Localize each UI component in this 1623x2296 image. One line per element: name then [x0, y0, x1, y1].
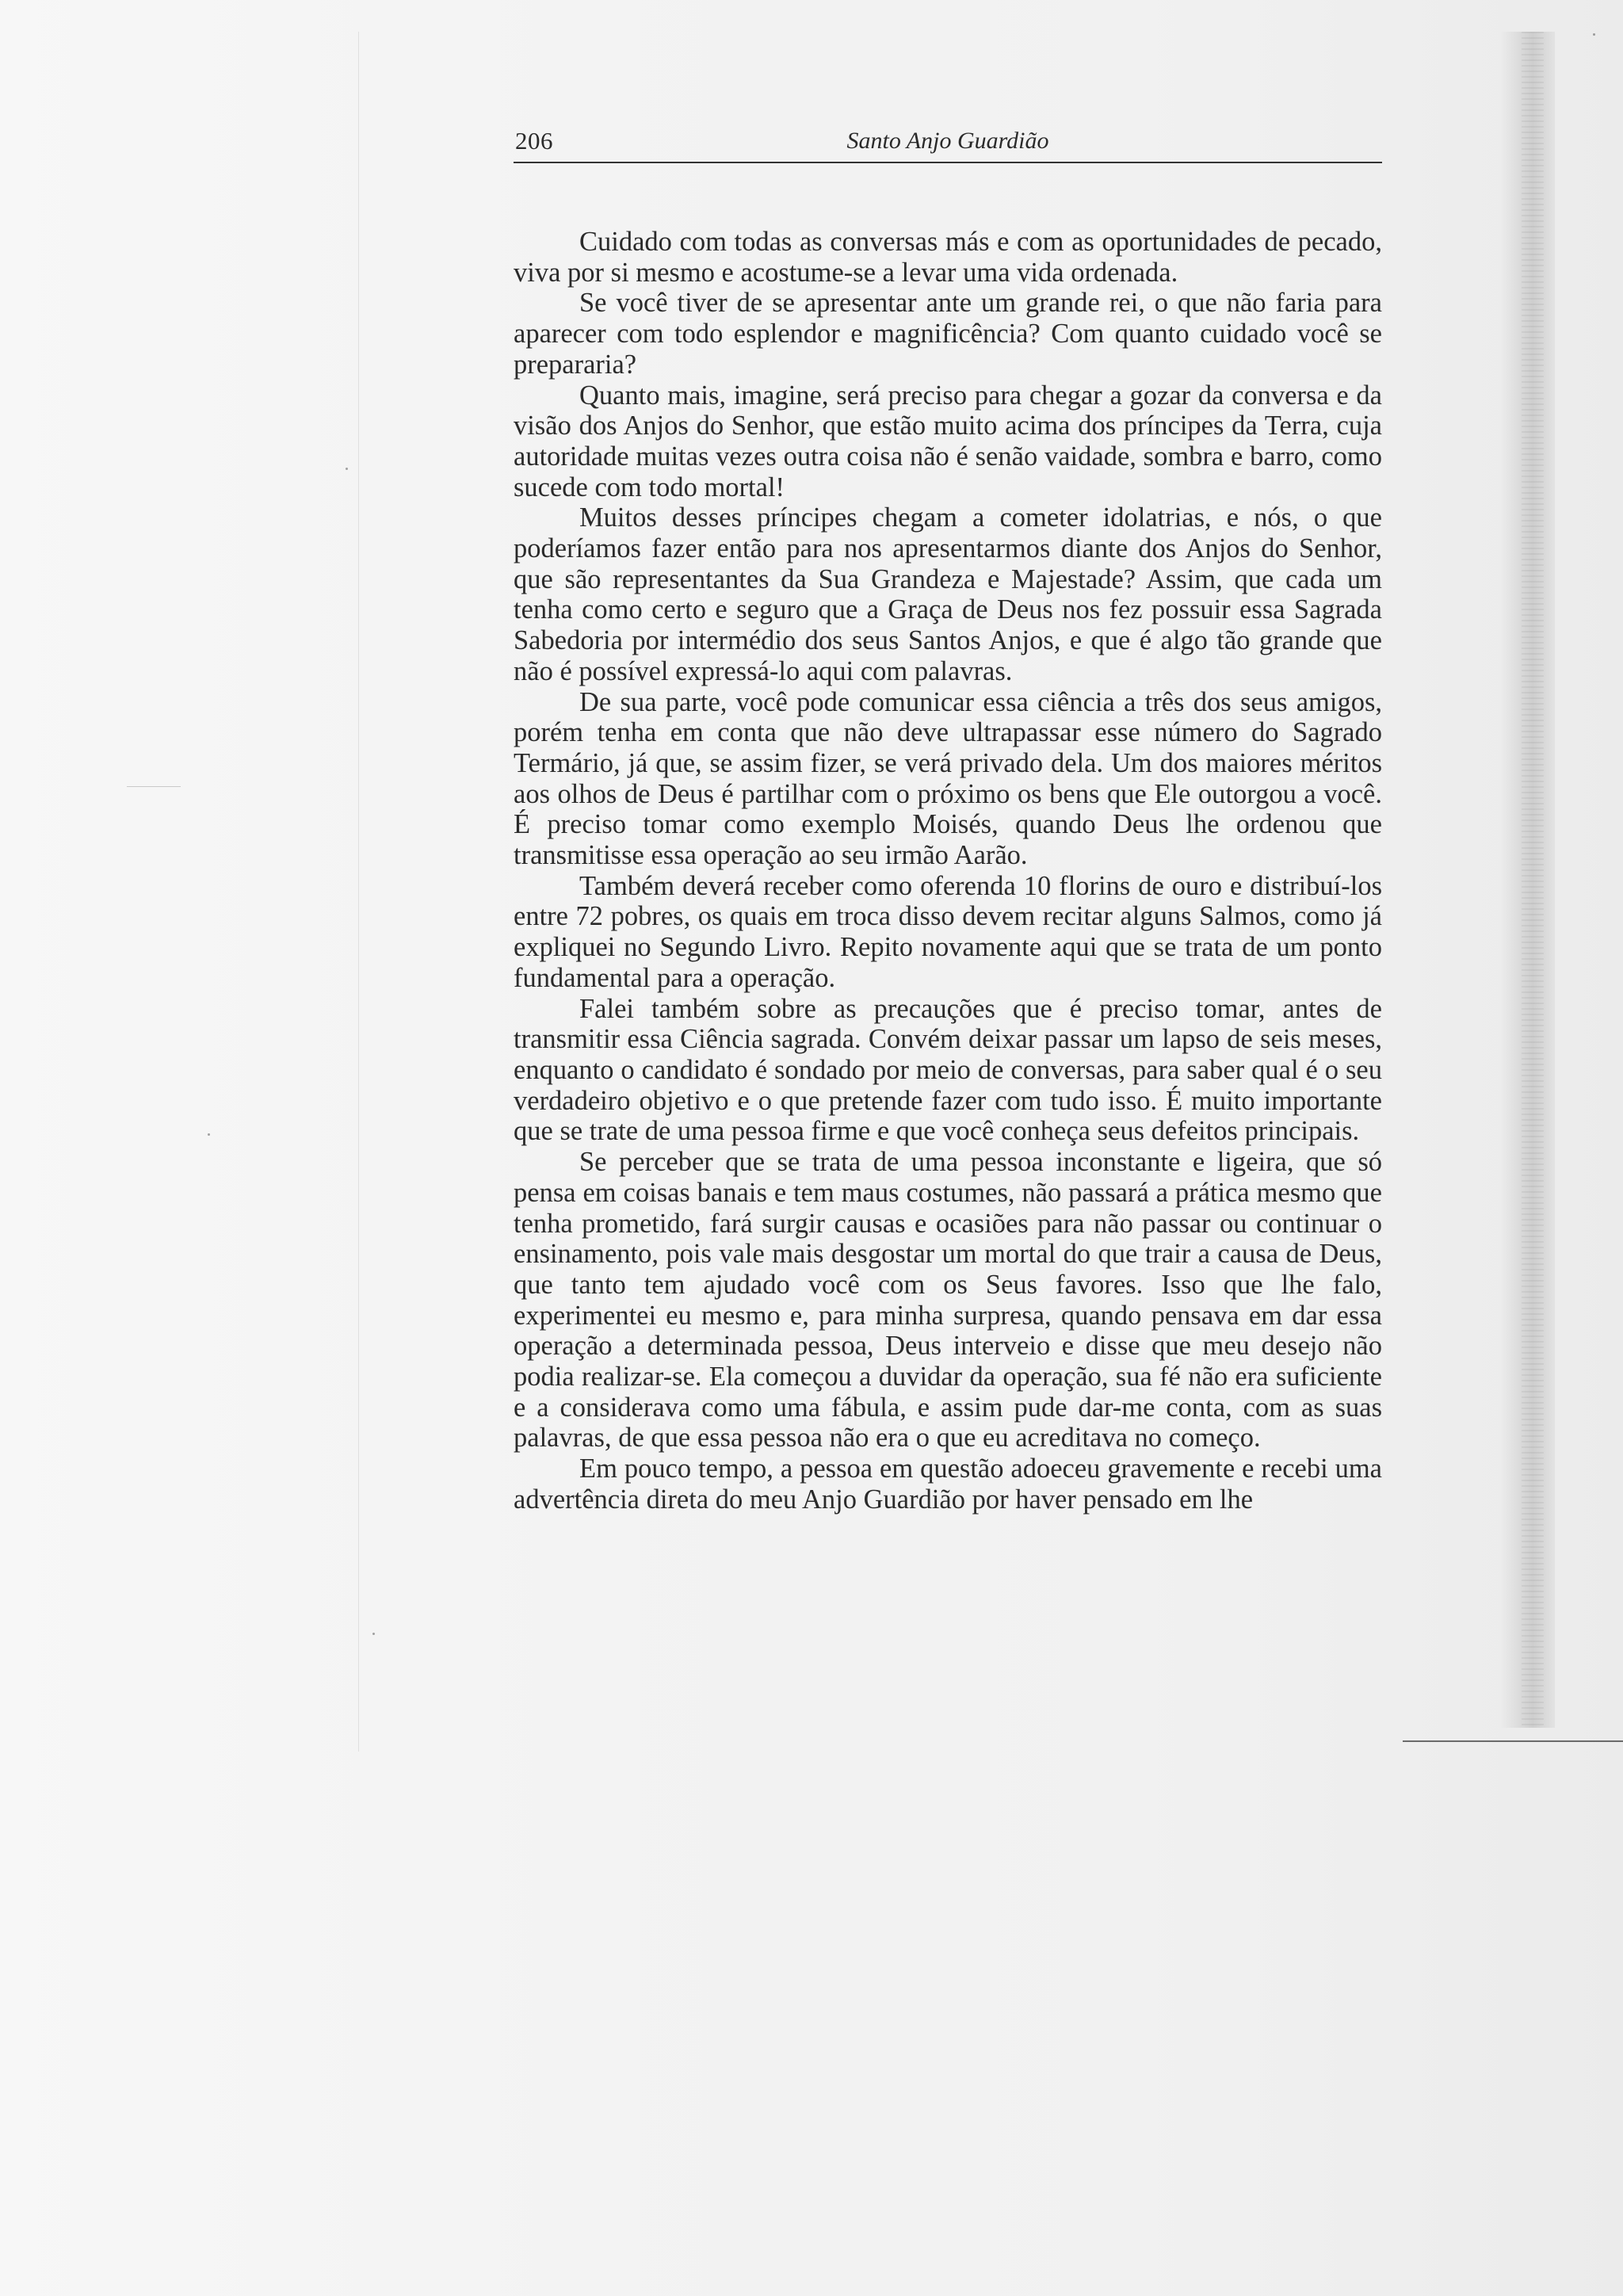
paragraph: Muitos desses príncipes chegam a cometer idolatrias, e nós, o que poderíamos fazer então para nos apresentarmos diante dos Anjos do Senhor, que são representantes da Sua Grandeza e Majestade? Assim, que cada um tenha como certo e seguro que a Graça de Deus nos fez possuir essa Sagrada Sabedoria por intermédio dos seus Santos Anjos, e que é algo tão grande que não é possível expressá-lo aqui com palavras. — [514, 502, 1382, 686]
body-text — [514, 227, 1382, 1515]
scan-mark — [127, 786, 181, 787]
scan-bottom-rule — [1403, 1740, 1623, 1742]
paragraph: Também deverá receber como oferenda 10 florins de ouro e distribuí-los entre 72 pobres, os quais em troca disso devem recitar alguns Salmos, como já expliquei no Segundo Livro. Repito novamente aqui que se trata de um ponto fundamental para a operação. — [514, 870, 1382, 993]
page-number: 206 — [515, 127, 553, 155]
paragraph: Falei também sobre as precauções que é preciso tomar, antes de transmitir essa Ciência sagrada. Convém deixar passar um lapso de seis meses, enquanto o candidato é sondado por meio de conversas, para saber qual é o seu verdadeiro objetivo e o que pretende fazer com tudo isso. É muito importante que se trate de uma pessoa firme e que você conheça seus defeitos principais. — [514, 993, 1382, 1147]
binding-edge — [1522, 32, 1544, 1728]
running-title: Santo Anjo Guardião — [846, 128, 1049, 154]
paragraph: Se você tiver de se apresentar ante um grande rei, o que não faria para aparecer com todo esplendor e magnificência? Com quanto cuidado você se prepararia? — [514, 288, 1382, 380]
paragraph: Em pouco tempo, a pessoa em questão adoeceu gravemente e recebi uma advertência direta do meu Anjo Guardião por haver pensado em lhe — [514, 1454, 1382, 1515]
scan-margin-line — [358, 32, 359, 1752]
scan-speck — [208, 1133, 210, 1136]
paragraph: Se perceber que se trata de uma pessoa inconstante e ligeira, que só pensa em coisas banais e tem maus costumes, não passará a prática mesmo que tenha prometido, fará surgir causas e ocasiões para não passar ou continuar o ensinamento, pois vale mais desgostar um mortal do que trair a causa de Deus, que tanto tem ajudado você com os Seus favores. Isso que lhe falo, experimentei eu mesmo e, para minha surpresa, quando pensava em dar essa operação a determinada pessoa, Deus interveio e disse que meu desejo não podia realizar-se. Ela começou a duvidar da operação, sua fé não era suficiente e a considerava como uma fábula, e assim pude dar-me conta, com as suas palavras, de que essa pessoa não era o que eu acreditava no começo. — [514, 1147, 1382, 1454]
paragraph: De sua parte, você pode comunicar essa ciência a três dos seus amigos, porém tenha em conta que não deve ultrapassar esse número do Sagrado Termário, já que, se assim fizer, se verá privado dela. Um dos maiores méritos aos olhos de Deus é partilhar com o próximo os bens que Ele outorgou a você. É preciso tomar como exemplo Moisés, quando Deus lhe ordenou que transmitisse essa operação ao seu irmão Aarão. — [514, 686, 1382, 871]
scan-speck — [372, 1633, 375, 1635]
paragraph: Quanto mais, imagine, será preciso para chegar a gozar da conversa e da visão dos Anjos do Senhor, que estão muito acima dos príncipes da Terra, cuja autoridade muitas vezes outra coisa não é senão vaidade, sombra e barro, como sucede com todo mortal! — [514, 380, 1382, 502]
running-header — [514, 125, 1382, 163]
scan-speck — [1593, 33, 1595, 36]
paragraph: Cuidado com todas as conversas más e com as oportunidades de pecado, viva por si mesmo e acostume-se a levar uma vida ordenada. — [514, 227, 1382, 288]
scan-speck — [346, 468, 348, 470]
